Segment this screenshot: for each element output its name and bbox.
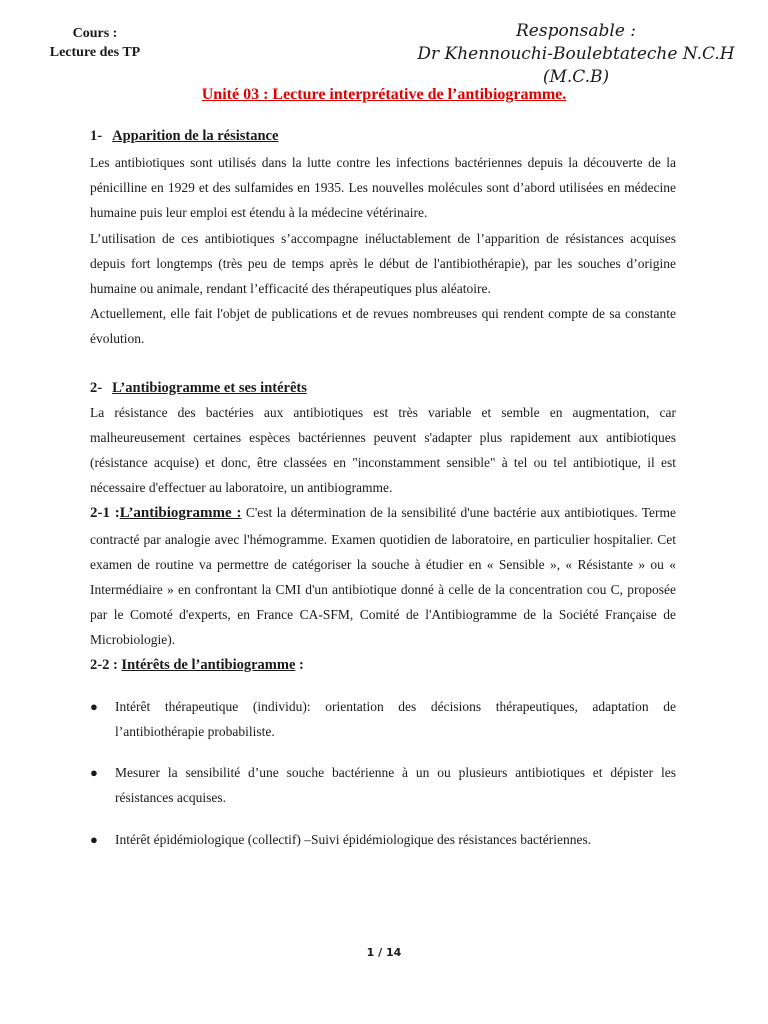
section-2-2-number: 2-2 : [90, 656, 118, 673]
bullet-icon: ● [90, 698, 98, 714]
course-header [30, 24, 160, 62]
list-item [90, 760, 676, 810]
section-1-number: 1- [90, 128, 103, 144]
section-2-paragraph: La résistance des bactéries aux antibiotiques est très variable et semble en augmentation, car malheureusement certaines espèces bactériennes peuvent s'adapter plus rapidement aux antibiotiques (résistance acquise) et donc, être classées en "inconstamment sensible" à tel ou tel antibiotique, il est nécessaire d'effectuer au laboratoire, un antibiogramme. [90, 404, 676, 496]
bullet-icon: ● [90, 765, 98, 781]
section-2-2-colon: : [295, 656, 304, 673]
course-label: Cours : [72, 26, 118, 41]
document-body [90, 126, 676, 852]
unit-title: Unité 03 : Lecture interprétative de l’antibiogramme. [201, 86, 567, 103]
responsible-label: Responsable : [515, 21, 637, 41]
section-2-title: L’antibiogramme et ses intérêts [112, 379, 307, 396]
section-2-2-title: Intérêts de l’antibiogramme [121, 656, 296, 673]
section-2-2-heading [90, 653, 676, 678]
section-2-1-number: 2-1 : [90, 505, 120, 522]
section-2-1-title: L’antibiogramme : [119, 505, 242, 522]
responsible-name: Dr Khennouchi-Boulebtateche N.C.H (M.C.B) [417, 44, 735, 87]
interest-list [90, 694, 676, 852]
section-1-heading [90, 126, 676, 146]
course-name: Lecture des TP [49, 45, 141, 60]
list-item-text: Intérêt épidémiologique (collectif) –Suivi épidémiologique des résistances bactériennes. [115, 831, 592, 847]
section-2-1-paragraph [90, 500, 676, 652]
section-1-paragraph: Actuellement, elle fait l'objet de publications et de revues nombreuses qui rendent compte de sa constante évolution. [90, 306, 676, 347]
section-2-1-text: C'est la détermination de la sensibilité d'une bactérie aux antibiotiques. Terme contracté par analogie avec l'hémogramme. Examen quotidien de laboratoire, en particulier hospitalier. Cet examen de routine va permettre de catégoriser la souche à étudier en « Sensible », « Résistante » ou « Intermédiaire » en confrontant la CMI d'un antibiotique donné à celle de la concentration cou C, proposée par le Comoté d'experts, en France CA-SFM, Comité de l'Antibiogramme de la Société Française de Microbiologie). [90, 505, 676, 648]
list-item-text: Mesurer la sensibilité d’une souche bactérienne à un ou plusieurs antibiotiques et dépister les résistances acquises. [115, 765, 676, 806]
list-item [90, 827, 676, 852]
responsible-header [396, 20, 756, 89]
section-2-heading [90, 378, 676, 398]
page-number: 1 / 14 [366, 946, 402, 959]
section-1-paragraph: Les antibiotiques sont utilisés dans la lutte contre les infections bactériennes depuis la découverte de la pénicilline en 1929 et des sulfamides en 1935. Les nouvelles molécules sont d’abord utilisées en médecine humaine puis leur emploi est étendu à la médecine vétérinaire. [90, 155, 676, 221]
list-item-text: Intérêt thérapeutique (individu): orientation des décisions thérapeutiques, adaptation de l’antibiothérapie probabiliste. [115, 698, 676, 740]
bullet-icon: ● [90, 831, 98, 847]
section-1-title: Apparition de la résistance [112, 128, 279, 144]
section-2-number: 2- [90, 379, 103, 396]
section-1-paragraph: L’utilisation de ces antibiotiques s’accompagne inéluctablement de l’apparition de résistances acquises depuis fort longtemps (très peu de temps après le début de l'antibiothérapie), par les souches d’origine humaine ou animale, rendant l’efficacité des thérapeutiques plus aléatoire. [90, 230, 676, 297]
list-item [90, 694, 676, 744]
